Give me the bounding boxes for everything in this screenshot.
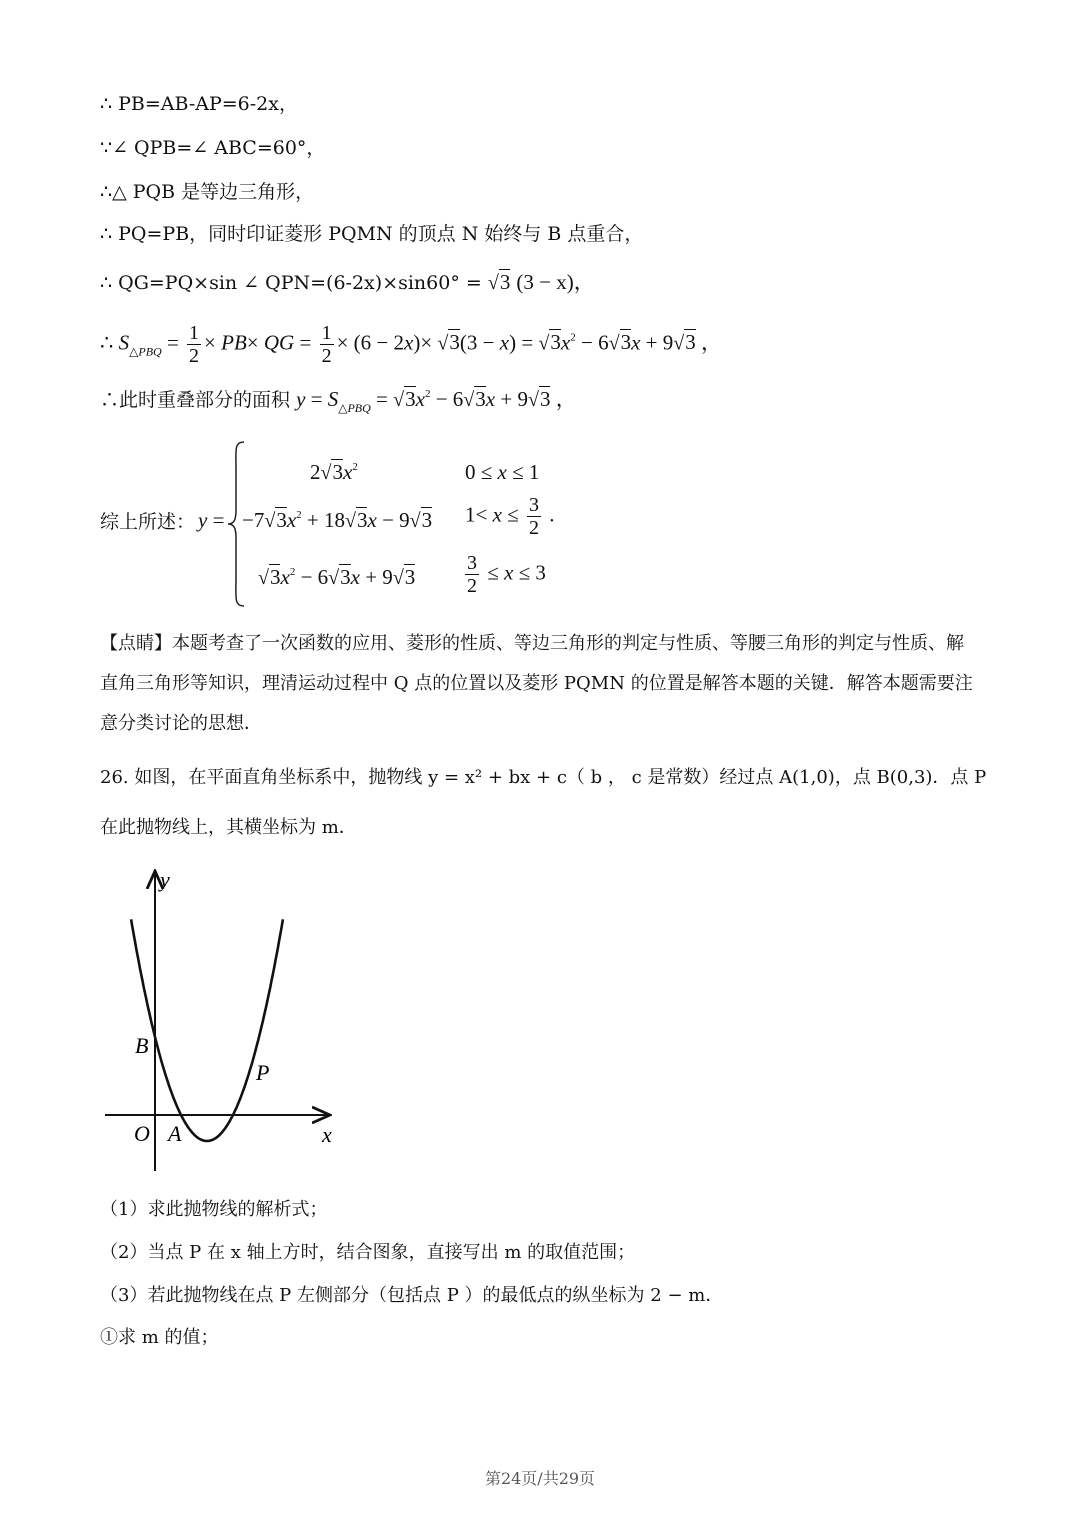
parabola-curve: [131, 919, 283, 1141]
solution-line-4: ∴ PQ=PB，同时印证菱形 PQMN 的顶点 N 始终与 B 点重合，: [100, 223, 644, 245]
solution-line-7: ∴此时重叠部分的面积 $y = S_{\triangle PBQ} = √3x^2 - 6√3x + 9√3$ ，: [100, 387, 577, 415]
parabola-graph: [100, 865, 350, 1175]
solution-line-6: ∴ $S_{\triangle PBQ}$ = $\frac{1}{2}$ × PB× QG = $\frac{1}{2}$ × $(6 - 2x)\times √3(3 - x) = √3x^2 - 6√3x + 9√3$ ，: [100, 322, 722, 367]
piece-row-2-expr: $-7√3x^2 + 18√3x - 9√3$: [242, 508, 433, 532]
y-axis-label: y: [160, 867, 170, 892]
problem-26-stem-line1: 26. 如图，在平面直角坐标系中，抛物线 y = x² + bx + c（ b ， c 是常数）经过点 A(1,0)，点 B(0,3)．点 P: [100, 767, 987, 788]
summary-y-equals: y =: [198, 508, 225, 532]
piece-row-1-expr: $2√3x^2$: [310, 460, 358, 484]
question-3-1: ①求 m 的值；: [100, 1327, 219, 1348]
question-1: （1）求此抛物线的解析式；: [100, 1199, 328, 1220]
point-p-label: P: [256, 1060, 270, 1085]
x-axis-label: x: [322, 1122, 332, 1147]
line6-prefix: ∴: [100, 330, 114, 355]
line5-tail: (3 − x)，: [516, 270, 595, 294]
solution-line-5: [100, 270, 595, 295]
solution-line-1: ∴ PB=AB-AP=6-2x，: [100, 93, 298, 115]
point-a-label: A: [168, 1121, 182, 1146]
summary-end: .: [549, 502, 555, 527]
comment-paragraph: 【点睛】本题考查了一次函数的应用、菱形的性质、等边三角形的判定与性质、等腰三角形的判定与性质、解直角三角形等知识，理清运动过程中 Q 点的位置以及菱形 PQMN 的位置是解答本题的关键．解答本题需要注意分类讨论的思想．: [100, 633, 973, 734]
solution-line-2: ∵∠ QPB=∠ ABC=60°，: [100, 137, 326, 159]
piece-row-3-expr: $√3x^2 - 6√3x + 9√3$: [258, 565, 416, 589]
origin-label: O: [134, 1121, 150, 1146]
line7-prefix: ∴此时重叠部分的面积: [100, 389, 291, 411]
page-footer: 第24页/共29页: [484, 1469, 596, 1488]
point-b-label: B: [135, 1033, 149, 1058]
half-fraction-2: $\frac{1}{2}$: [321, 322, 332, 367]
piece-row-3-domain: $\frac{3}{2}$ ≤ x ≤ 3: [467, 552, 546, 597]
solution-line-3: ∴△ PQB 是等边三角形，: [100, 181, 315, 203]
line5-prefix: ∴ QG=PQ×sin ∠ QPN=(6-2x)×sin60° =: [100, 272, 482, 294]
line5-sqrt3: √3: [487, 270, 511, 294]
piece-row-1-domain: 0 ≤ x ≤ 1: [465, 460, 540, 484]
question-2: （2）当点 P 在 x 轴上方时，结合图象，直接写出 m 的取值范围；: [100, 1242, 636, 1263]
problem-26-stem-line2: 在此抛物线上，其横坐标为 m．: [100, 817, 357, 838]
summary-label: 综上所述：: [100, 511, 196, 533]
question-3: （3）若此抛物线在点 P 左侧部分（包括点 P ）的最低点的纵坐标为 2 − m．: [100, 1285, 724, 1306]
half-fraction: $\frac{1}{2}$: [189, 322, 200, 367]
piece-row-2-domain: 1< x ≤ $\frac{3}{2}$ .: [465, 494, 555, 539]
